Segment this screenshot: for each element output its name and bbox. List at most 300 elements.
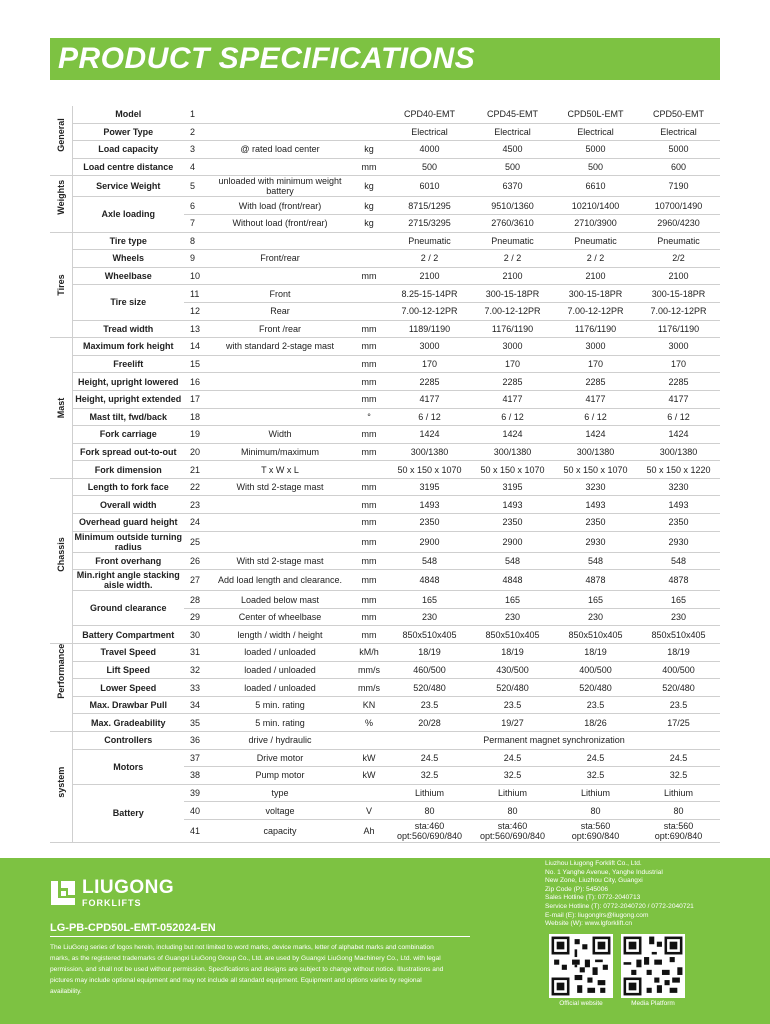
spec-value: 300/1380 bbox=[554, 443, 637, 461]
spec-value: 1493 bbox=[388, 496, 471, 514]
spec-value: 460/500 bbox=[388, 661, 471, 679]
spec-condition bbox=[210, 355, 350, 373]
contact-line: Website (W): www.lgforklift.cn bbox=[545, 920, 633, 928]
spec-number: 34 bbox=[184, 696, 210, 714]
spec-value: 23.5 bbox=[637, 696, 720, 714]
spec-number: 40 bbox=[184, 802, 210, 820]
spec-unit: mm bbox=[350, 443, 388, 461]
spec-value: 3000 bbox=[471, 338, 554, 356]
spec-unit: mm bbox=[350, 514, 388, 532]
spec-number: 38 bbox=[184, 767, 210, 785]
spec-row bbox=[50, 478, 720, 496]
spec-condition bbox=[210, 123, 350, 141]
spec-value: 6 / 12 bbox=[471, 408, 554, 426]
spec-row bbox=[50, 197, 720, 215]
spec-item: Model bbox=[72, 106, 184, 123]
spec-value: 1189/1190 bbox=[388, 320, 471, 338]
spec-row bbox=[50, 426, 720, 444]
spec-value: 6370 bbox=[471, 176, 554, 197]
spec-value: 24.5 bbox=[471, 749, 554, 767]
spec-value: 6010 bbox=[388, 176, 471, 197]
spec-item: Wheelbase bbox=[72, 267, 184, 285]
spec-value: 170 bbox=[637, 355, 720, 373]
spec-condition: loaded / unloaded bbox=[210, 644, 350, 662]
spec-value: 32.5 bbox=[388, 767, 471, 785]
spec-value: 230 bbox=[388, 608, 471, 626]
spec-value: 2930 bbox=[637, 531, 720, 552]
spec-unit: kg bbox=[350, 214, 388, 232]
spec-value: 2285 bbox=[637, 373, 720, 391]
page-title: PRODUCT SPECIFICATIONS bbox=[58, 42, 476, 75]
spec-condition: Front bbox=[210, 285, 350, 303]
spec-number: 41 bbox=[184, 819, 210, 842]
spec-value: 165 bbox=[471, 591, 554, 609]
spec-item: Power Type bbox=[72, 123, 184, 141]
spec-value: 520/480 bbox=[554, 679, 637, 697]
spec-value: 50 x 150 x 1070 bbox=[471, 461, 554, 479]
spec-value: 3230 bbox=[554, 478, 637, 496]
spec-item: Max. Gradeability bbox=[72, 714, 184, 732]
spec-item: Max. Drawbar Pull bbox=[72, 696, 184, 714]
category-label: General bbox=[55, 117, 66, 152]
spec-value: 32.5 bbox=[637, 767, 720, 785]
spec-number: 37 bbox=[184, 749, 210, 767]
spec-unit: mm bbox=[350, 320, 388, 338]
spec-value: Electrical bbox=[637, 123, 720, 141]
spec-unit: kg bbox=[350, 176, 388, 197]
spec-condition: Without load (front/rear) bbox=[210, 214, 350, 232]
spec-row bbox=[50, 408, 720, 426]
spec-unit: KN bbox=[350, 696, 388, 714]
spec-unit: ° bbox=[350, 408, 388, 426]
spec-value: 300-15-18PR bbox=[637, 285, 720, 303]
spec-condition: With std 2-stage mast bbox=[210, 478, 350, 496]
spec-item: Ground clearance bbox=[72, 591, 184, 626]
spec-value: 1493 bbox=[471, 496, 554, 514]
category-mast bbox=[50, 338, 72, 479]
spec-item: Overall width bbox=[72, 496, 184, 514]
spec-row bbox=[50, 123, 720, 141]
spec-value: 80 bbox=[554, 802, 637, 820]
spec-number: 32 bbox=[184, 661, 210, 679]
spec-number: 9 bbox=[184, 250, 210, 268]
spec-value: 3195 bbox=[471, 478, 554, 496]
spec-condition: Pump motor bbox=[210, 767, 350, 785]
spec-row bbox=[50, 696, 720, 714]
spec-value: 400/500 bbox=[554, 661, 637, 679]
category-system bbox=[50, 732, 72, 843]
spec-number: 26 bbox=[184, 552, 210, 570]
spec-unit: kW bbox=[350, 767, 388, 785]
spec-row bbox=[50, 250, 720, 268]
spec-condition: Minimum/maximum bbox=[210, 443, 350, 461]
spec-unit bbox=[350, 302, 388, 320]
spec-unit: mm bbox=[350, 591, 388, 609]
spec-row bbox=[50, 496, 720, 514]
spec-value: 2285 bbox=[554, 373, 637, 391]
spec-value: 8.25-15-14PR bbox=[388, 285, 471, 303]
spec-unit: kM/h bbox=[350, 644, 388, 662]
spec-value: Lithium bbox=[554, 784, 637, 802]
spec-value: 2285 bbox=[471, 373, 554, 391]
spec-item: Front overhang bbox=[72, 552, 184, 570]
spec-value: 1176/1190 bbox=[554, 320, 637, 338]
liugong-logo bbox=[50, 878, 174, 908]
spec-number: 15 bbox=[184, 355, 210, 373]
spec-value: 850x510x405 bbox=[471, 626, 554, 644]
spec-value: Pneumatic bbox=[471, 232, 554, 250]
spec-item: Lift Speed bbox=[72, 661, 184, 679]
spec-value: 80 bbox=[388, 802, 471, 820]
spec-row bbox=[50, 232, 720, 250]
spec-value: 2100 bbox=[471, 267, 554, 285]
spec-value: 6 / 12 bbox=[388, 408, 471, 426]
spec-condition bbox=[210, 158, 350, 176]
spec-value: 500 bbox=[471, 158, 554, 176]
spec-value: sta:560 opt:690/840 bbox=[637, 819, 720, 842]
spec-item: Battery Compartment bbox=[72, 626, 184, 644]
spec-unit: mm bbox=[350, 267, 388, 285]
spec-condition: Add load length and clearance. bbox=[210, 570, 350, 591]
spec-condition: Center of wheelbase bbox=[210, 608, 350, 626]
spec-value: 300/1380 bbox=[388, 443, 471, 461]
spec-value: 400/500 bbox=[637, 661, 720, 679]
spec-row bbox=[50, 176, 720, 197]
spec-unit bbox=[350, 461, 388, 479]
spec-row bbox=[50, 106, 720, 123]
spec-value: 18/19 bbox=[554, 644, 637, 662]
spec-unit: mm bbox=[350, 496, 388, 514]
spec-row bbox=[50, 644, 720, 662]
spec-value: 23.5 bbox=[388, 696, 471, 714]
spec-unit: mm bbox=[350, 355, 388, 373]
spec-condition bbox=[210, 106, 350, 123]
spec-condition: Loaded below mast bbox=[210, 591, 350, 609]
spec-value: 18/19 bbox=[637, 644, 720, 662]
spec-value: 2100 bbox=[637, 267, 720, 285]
category-weights bbox=[50, 176, 72, 232]
spec-unit: mm bbox=[350, 426, 388, 444]
footer bbox=[0, 858, 770, 1024]
spec-value: CPD50L-EMT bbox=[554, 106, 637, 123]
spec-condition: type bbox=[210, 784, 350, 802]
spec-value: 520/480 bbox=[471, 679, 554, 697]
spec-number: 16 bbox=[184, 373, 210, 391]
spec-item: Mast tilt, fwd/back bbox=[72, 408, 184, 426]
spec-condition: unloaded with minimum weight battery bbox=[210, 176, 350, 197]
spec-value: 7190 bbox=[637, 176, 720, 197]
spec-value: 548 bbox=[388, 552, 471, 570]
spec-unit: mm/s bbox=[350, 661, 388, 679]
spec-unit: kg bbox=[350, 141, 388, 159]
spec-value: 1493 bbox=[637, 496, 720, 514]
spec-number: 33 bbox=[184, 679, 210, 697]
spec-number: 39 bbox=[184, 784, 210, 802]
spec-condition: T x W x L bbox=[210, 461, 350, 479]
spec-value: 850x510x405 bbox=[554, 626, 637, 644]
spec-row bbox=[50, 732, 720, 750]
spec-item: Fork dimension bbox=[72, 461, 184, 479]
spec-value: 500 bbox=[554, 158, 637, 176]
qr-code-media-platform[interactable] bbox=[621, 934, 685, 998]
spec-row bbox=[50, 267, 720, 285]
contact-line: Liuzhou Liugong Forklift Co., Ltd. bbox=[545, 860, 642, 867]
spec-value: 1424 bbox=[471, 426, 554, 444]
spec-condition: loaded / unloaded bbox=[210, 679, 350, 697]
spec-unit bbox=[350, 732, 388, 750]
title-bar bbox=[50, 38, 720, 80]
spec-condition: Front /rear bbox=[210, 320, 350, 338]
spec-number: 17 bbox=[184, 390, 210, 408]
spec-value: 850x510x405 bbox=[637, 626, 720, 644]
spec-condition: loaded / unloaded bbox=[210, 661, 350, 679]
spec-item: Travel Speed bbox=[72, 644, 184, 662]
spec-value: 18/19 bbox=[388, 644, 471, 662]
spec-row bbox=[50, 784, 720, 802]
spec-value: 5000 bbox=[554, 141, 637, 159]
category-label: system bbox=[55, 766, 66, 798]
spec-condition bbox=[210, 531, 350, 552]
spec-value: Pneumatic bbox=[637, 232, 720, 250]
spec-item: Tire size bbox=[72, 285, 184, 320]
spec-value: 548 bbox=[554, 552, 637, 570]
spec-condition: Rear bbox=[210, 302, 350, 320]
spec-value: 500 bbox=[388, 158, 471, 176]
spec-value: Electrical bbox=[471, 123, 554, 141]
spec-condition: 5 min. rating bbox=[210, 696, 350, 714]
spec-value: sta:460 opt:560/690/840 bbox=[388, 819, 471, 842]
spec-condition: with standard 2-stage mast bbox=[210, 338, 350, 356]
spec-value: 80 bbox=[637, 802, 720, 820]
spec-value: 850x510x405 bbox=[388, 626, 471, 644]
spec-row bbox=[50, 591, 720, 609]
spec-value: 2350 bbox=[554, 514, 637, 532]
spec-value: 2100 bbox=[388, 267, 471, 285]
spec-value: 4848 bbox=[471, 570, 554, 591]
spec-number: 2 bbox=[184, 123, 210, 141]
spec-number: 19 bbox=[184, 426, 210, 444]
spec-item: Minimum outside turning radius bbox=[72, 531, 184, 552]
spec-unit: % bbox=[350, 714, 388, 732]
spec-value: CPD40-EMT bbox=[388, 106, 471, 123]
category-label: Performance bbox=[55, 643, 66, 699]
spec-row bbox=[50, 626, 720, 644]
liugong-logo-icon bbox=[50, 880, 76, 906]
spec-item: Height, upright lowered bbox=[72, 373, 184, 391]
spec-row bbox=[50, 552, 720, 570]
spec-item: Motors bbox=[72, 749, 184, 784]
spec-value: 1424 bbox=[554, 426, 637, 444]
spec-number: 4 bbox=[184, 158, 210, 176]
spec-number: 6 bbox=[184, 197, 210, 215]
spec-unit: Ah bbox=[350, 819, 388, 842]
spec-number: 27 bbox=[184, 570, 210, 591]
spec-value: 24.5 bbox=[554, 749, 637, 767]
spec-condition: With std 2-stage mast bbox=[210, 552, 350, 570]
spec-number: 7 bbox=[184, 214, 210, 232]
spec-item: Wheels bbox=[72, 250, 184, 268]
qr-label-media-platform: Media Platform bbox=[631, 1000, 675, 1007]
spec-value: 4177 bbox=[637, 390, 720, 408]
spec-number: 20 bbox=[184, 443, 210, 461]
spec-value: 2 / 2 bbox=[388, 250, 471, 268]
spec-number: 11 bbox=[184, 285, 210, 303]
spec-row bbox=[50, 443, 720, 461]
contact-line: Service Hotline (T): 0772-2040720 / 0772-2040721 bbox=[545, 902, 694, 910]
spec-value: 1493 bbox=[554, 496, 637, 514]
spec-unit: mm bbox=[350, 478, 388, 496]
spec-value: 170 bbox=[388, 355, 471, 373]
spec-number: 36 bbox=[184, 732, 210, 750]
category-chassis bbox=[50, 478, 72, 643]
spec-number: 29 bbox=[184, 608, 210, 626]
spec-value: 165 bbox=[637, 591, 720, 609]
spec-value: 23.5 bbox=[554, 696, 637, 714]
spec-number: 24 bbox=[184, 514, 210, 532]
spec-row bbox=[50, 661, 720, 679]
spec-unit bbox=[350, 123, 388, 141]
disclaimer: The LiuGong series of logos herein, including but not limited to word marks, device marks, letter of alphabet marks and combination marks, as the registered trademarks of Guangxi LiuGong Group Co., Ltd. are used by Guangxi LiuGong Machinery Co., Ltd. with legal permission, and shall not be used without permission. Specifications and designs are subject to change without notice. Illustrations and pictures may include optional equipment and may not include all standard equipment. Equipment and options varies by regional availability. bbox=[50, 944, 444, 995]
spec-condition: voltage bbox=[210, 802, 350, 820]
spec-row bbox=[50, 285, 720, 303]
spec-value: 300-15-18PR bbox=[471, 285, 554, 303]
category-tires bbox=[50, 232, 72, 338]
spec-condition bbox=[210, 390, 350, 408]
spec-value: 4848 bbox=[388, 570, 471, 591]
spec-value: CPD45-EMT bbox=[471, 106, 554, 123]
spec-item: Lower Speed bbox=[72, 679, 184, 697]
spec-value: 430/500 bbox=[471, 661, 554, 679]
spec-value: Pneumatic bbox=[554, 232, 637, 250]
divider bbox=[50, 936, 470, 937]
spec-value: Lithium bbox=[471, 784, 554, 802]
contact-line: Sales Hotline (T): 0772-2040713 bbox=[545, 894, 641, 902]
spec-value: 20/28 bbox=[388, 714, 471, 732]
contact-info bbox=[545, 860, 760, 929]
spec-condition: drive / hydraulic bbox=[210, 732, 350, 750]
spec-value: 2285 bbox=[388, 373, 471, 391]
spec-value: 32.5 bbox=[554, 767, 637, 785]
spec-number: 35 bbox=[184, 714, 210, 732]
spec-number: 14 bbox=[184, 338, 210, 356]
spec-value: 2715/3295 bbox=[388, 214, 471, 232]
spec-item: Maximum fork height bbox=[72, 338, 184, 356]
spec-number: 13 bbox=[184, 320, 210, 338]
spec-value: 4177 bbox=[471, 390, 554, 408]
spec-value: 7.00-12-12PR bbox=[637, 302, 720, 320]
spec-value: 7.00-12-12PR bbox=[554, 302, 637, 320]
spec-condition: 5 min. rating bbox=[210, 714, 350, 732]
spec-value: 520/480 bbox=[388, 679, 471, 697]
category-label: Weights bbox=[55, 179, 66, 215]
spec-number: 21 bbox=[184, 461, 210, 479]
spec-row bbox=[50, 714, 720, 732]
spec-value: 18/19 bbox=[471, 644, 554, 662]
spec-row bbox=[50, 320, 720, 338]
spec-value: 2 / 2 bbox=[554, 250, 637, 268]
spec-number: 30 bbox=[184, 626, 210, 644]
spec-value: 4177 bbox=[554, 390, 637, 408]
spec-condition bbox=[210, 373, 350, 391]
spec-unit: kg bbox=[350, 197, 388, 215]
spec-value: 1424 bbox=[388, 426, 471, 444]
spec-row bbox=[50, 461, 720, 479]
spec-item: Min.right angle stacking aisle width. bbox=[72, 570, 184, 591]
spec-value: 23.5 bbox=[471, 696, 554, 714]
spec-row bbox=[50, 338, 720, 356]
spec-value: 7.00-12-12PR bbox=[471, 302, 554, 320]
spec-value: 170 bbox=[471, 355, 554, 373]
spec-value: 600 bbox=[637, 158, 720, 176]
spec-unit bbox=[350, 784, 388, 802]
spec-row bbox=[50, 570, 720, 591]
spec-condition: Drive motor bbox=[210, 749, 350, 767]
spec-value: 4500 bbox=[471, 141, 554, 159]
spec-value: 2760/3610 bbox=[471, 214, 554, 232]
spec-number: 28 bbox=[184, 591, 210, 609]
spec-value: 4177 bbox=[388, 390, 471, 408]
spec-number: 8 bbox=[184, 232, 210, 250]
spec-value: 1176/1190 bbox=[471, 320, 554, 338]
spec-number: 25 bbox=[184, 531, 210, 552]
spec-value: 9510/1360 bbox=[471, 197, 554, 215]
spec-value: 1424 bbox=[637, 426, 720, 444]
spec-value: 230 bbox=[554, 608, 637, 626]
spec-value: 17/25 bbox=[637, 714, 720, 732]
spec-value: 6 / 12 bbox=[554, 408, 637, 426]
spec-value: Lithium bbox=[637, 784, 720, 802]
spec-unit bbox=[350, 250, 388, 268]
spec-value: 5000 bbox=[637, 141, 720, 159]
spec-number: 10 bbox=[184, 267, 210, 285]
spec-unit: mm/s bbox=[350, 679, 388, 697]
spec-value: 2960/4230 bbox=[637, 214, 720, 232]
spec-number: 23 bbox=[184, 496, 210, 514]
spec-value: 8715/1295 bbox=[388, 197, 471, 215]
spec-condition: capacity bbox=[210, 819, 350, 842]
spec-value: 2350 bbox=[388, 514, 471, 532]
spec-condition bbox=[210, 496, 350, 514]
spec-value: Permanent magnet synchronization bbox=[388, 732, 720, 750]
spec-value: 300/1380 bbox=[471, 443, 554, 461]
spec-value: 50 x 150 x 1070 bbox=[554, 461, 637, 479]
spec-value: 2930 bbox=[554, 531, 637, 552]
document-code: LG-PB-CPD50L-EMT-052024-EN bbox=[50, 922, 216, 934]
spec-value: 50 x 150 x 1220 bbox=[637, 461, 720, 479]
spec-value: 2 / 2 bbox=[471, 250, 554, 268]
spec-value: 1176/1190 bbox=[637, 320, 720, 338]
spec-value: 3230 bbox=[637, 478, 720, 496]
spec-value: 7.00-12-12PR bbox=[388, 302, 471, 320]
spec-value: 4878 bbox=[554, 570, 637, 591]
spec-value: Electrical bbox=[554, 123, 637, 141]
spec-value: 165 bbox=[388, 591, 471, 609]
spec-unit bbox=[350, 106, 388, 123]
specifications-table bbox=[50, 106, 720, 843]
spec-value: 32.5 bbox=[471, 767, 554, 785]
spec-row bbox=[50, 141, 720, 159]
qr-code-official-website[interactable] bbox=[549, 934, 613, 998]
contact-line: Zip Code (P): 545006 bbox=[545, 885, 609, 893]
spec-value: 3195 bbox=[388, 478, 471, 496]
spec-item: Load capacity bbox=[72, 141, 184, 159]
category-general bbox=[50, 106, 72, 176]
spec-condition: Width bbox=[210, 426, 350, 444]
qr-label-official-website: Official website bbox=[559, 1000, 603, 1007]
spec-unit: mm bbox=[350, 373, 388, 391]
spec-number: 31 bbox=[184, 644, 210, 662]
spec-value: 2/2 bbox=[637, 250, 720, 268]
